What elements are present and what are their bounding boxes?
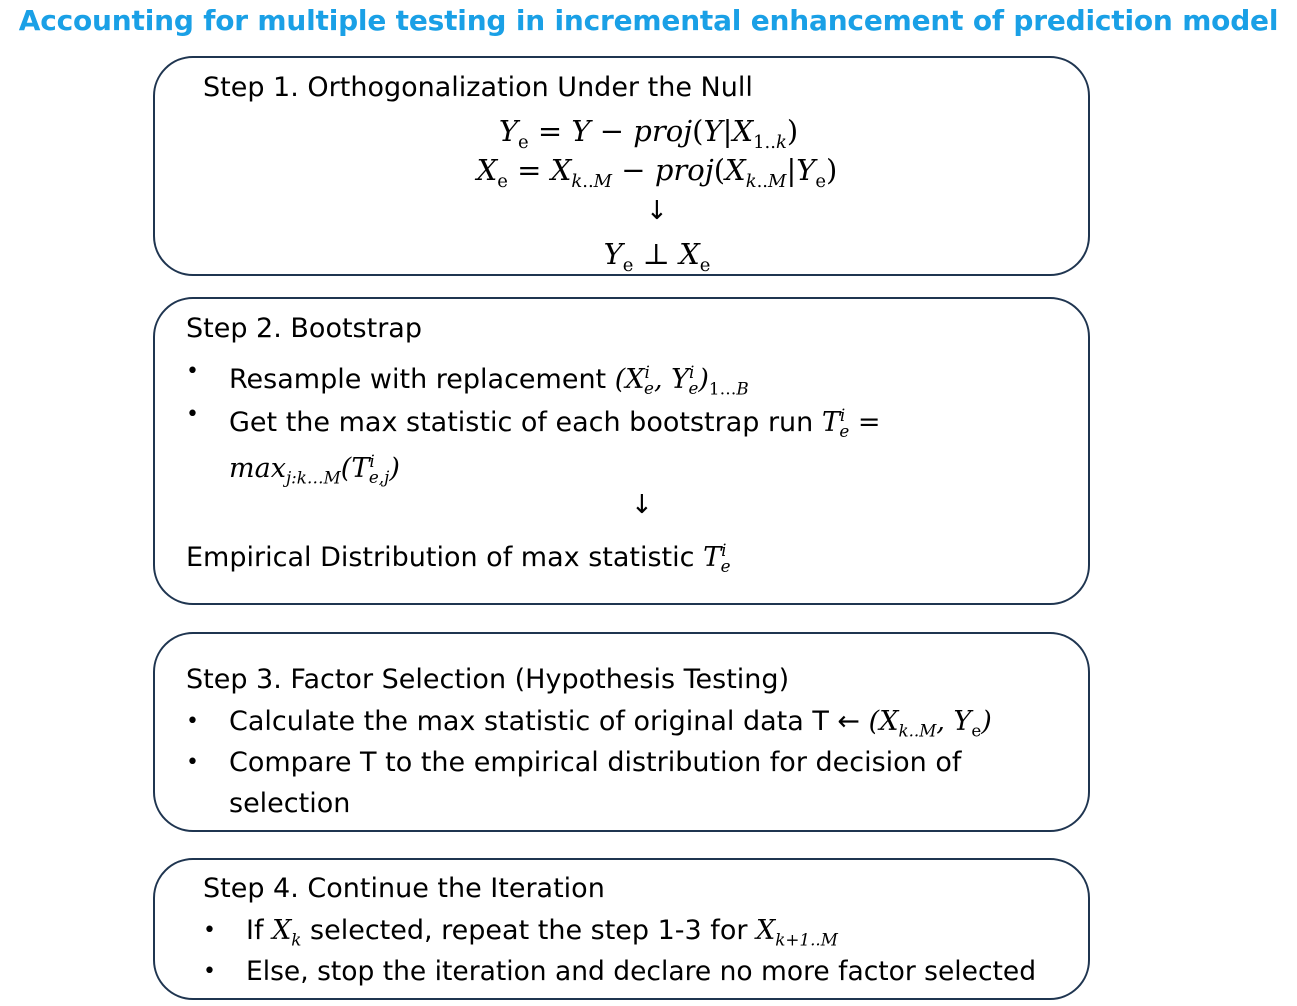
step2-bullet1-text: Resample with replacement bbox=[229, 364, 607, 395]
diagram-title: Accounting for multiple testing in incremental enhancement of prediction model bbox=[18, 4, 1279, 37]
step1-orthogonality: $Y_e$ ⊥ $X_e$ bbox=[603, 237, 711, 276]
bullet-icon: • bbox=[186, 709, 199, 734]
bullet-icon: • bbox=[203, 959, 216, 984]
bullet-icon: • bbox=[186, 359, 199, 384]
step1-heading: Step 1. Orthogonalization Under the Null bbox=[203, 72, 753, 103]
step2-bullet2-line2: $\max_{j:k\dots M}(T^i_{e,j})$ bbox=[229, 451, 400, 488]
step4-bullet1-math-xk: $X_k$ bbox=[272, 915, 302, 950]
step3-bullet1 bbox=[229, 705, 992, 747]
step3-bullet2-line1: Compare T to the empirical distribution for decision of bbox=[229, 747, 962, 778]
step2-down-arrow-icon: ↓ bbox=[631, 490, 653, 520]
step3-heading: Step 3. Factor Selection (Hypothesis Testing) bbox=[186, 664, 790, 695]
step4-bullet1-prefix: If bbox=[246, 915, 264, 946]
step2-bullet1-math: ($X^i_e$, $Y^i_e)_{1\dots B}$ bbox=[614, 362, 749, 399]
step2-result-text: Empirical Distribution of max statistic bbox=[186, 542, 695, 573]
step2-bullet2-line1 bbox=[229, 398, 881, 448]
step1-equation-xe: $X_e = X_{k..M}$ − $proj(X_{k..M}|Y_e)$ bbox=[476, 153, 838, 192]
step3-bullet1-text: Calculate the max statistic of original data T ← bbox=[229, 706, 861, 737]
step2-result bbox=[186, 533, 731, 583]
step2-result-math: $T^i_e$ bbox=[703, 540, 731, 577]
bullet-icon: • bbox=[186, 750, 199, 775]
step4-bullet1-math-xrange: $X_{k+1..M}$ bbox=[756, 915, 838, 950]
step2-bullet2-math-lhs: $T^i_e$ = bbox=[821, 405, 881, 442]
step4-heading: Step 4. Continue the Iteration bbox=[203, 873, 605, 904]
bullet-icon: • bbox=[203, 918, 216, 943]
step2-heading: Step 2. Bootstrap bbox=[186, 313, 422, 344]
step4-bullet1-middle: selected, repeat the step 1-3 for bbox=[310, 915, 748, 946]
step1-down-arrow-icon: ↓ bbox=[646, 196, 668, 226]
step4-bullet1 bbox=[246, 914, 838, 956]
step1-equation-ye: $Y_e = Y$ − $proj(Y|X_{1..k})$ bbox=[498, 114, 799, 153]
step4-bullet2: Else, stop the iteration and declare no more factor selected bbox=[246, 956, 1037, 987]
step2-bullet2-text: Get the max statistic of each bootstrap run bbox=[229, 407, 814, 438]
bullet-icon: • bbox=[186, 402, 199, 427]
step3-bullet1-math: ($X_{k..M}$, $Y_e$) bbox=[868, 706, 992, 741]
step3-bullet2-line2: selection bbox=[229, 788, 351, 819]
